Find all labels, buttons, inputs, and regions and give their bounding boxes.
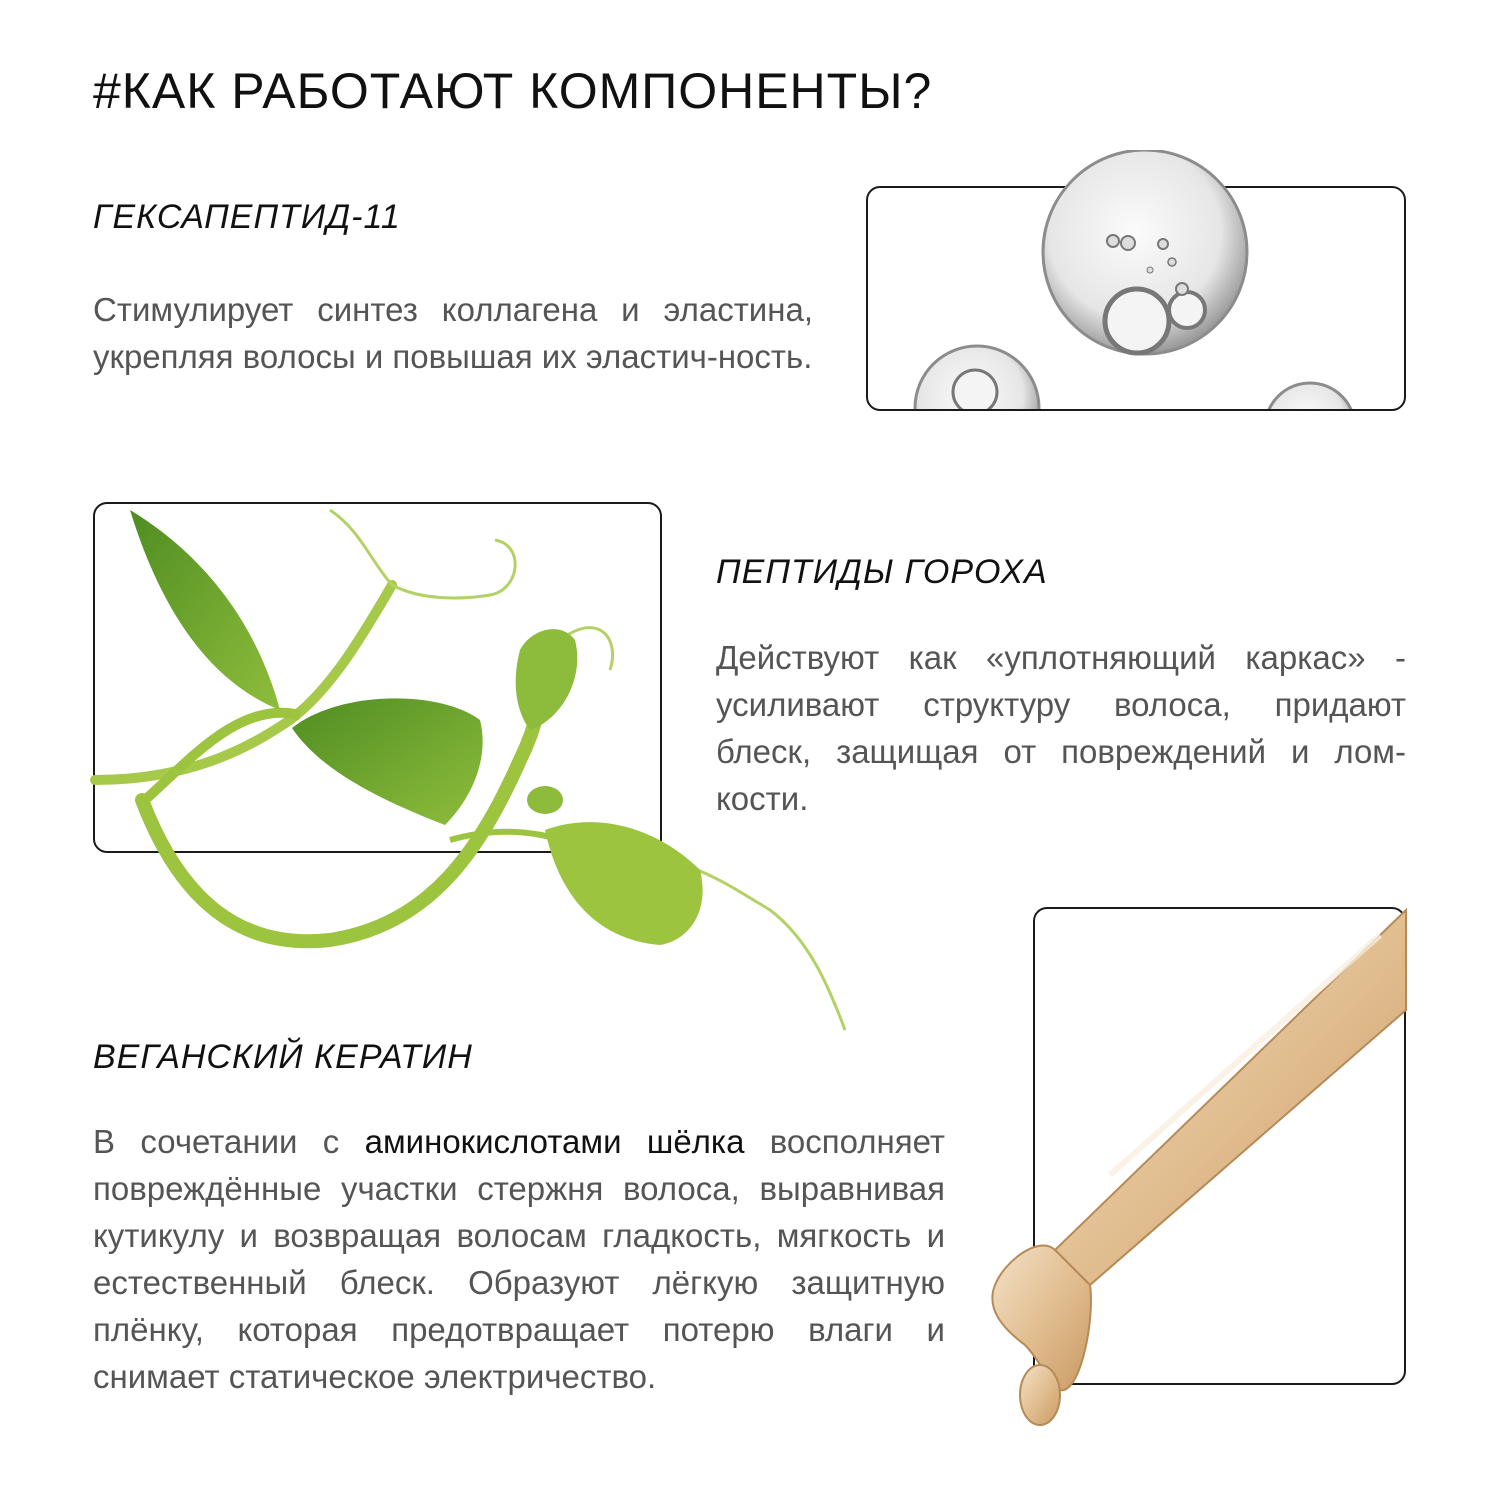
section-heading-pea-peptides: ПЕПТИДЫ ГОРОХА bbox=[716, 553, 1048, 591]
section-heading-vegan-keratin: ВЕГАНСКИЙ КЕРАТИН bbox=[93, 1038, 473, 1076]
pea-image-frame bbox=[93, 502, 662, 853]
section-text-pea-peptides: Действуют как «уплотняющий каркас» - усиливают структуру волоса, придают блеск, защищая от повреждений и лом-кости. bbox=[716, 639, 1406, 817]
section-text-vegan-keratin: В сочетании с аминокислотами шёлка восполняет повреждённые участки стержня волоса, выравнивая кутикулу и возвращая волосам гладкость, мягкость и естественный блеск. Образуют лёгкую защитную плёнку, которая предотвращает потерю влаги и снимает статическое электричество. bbox=[93, 1123, 946, 1395]
silk-amino-acids-emphasis: аминокислотами шёлка bbox=[364, 1123, 745, 1160]
dropper-image-frame bbox=[1033, 907, 1406, 1385]
section-heading-hexapeptide: ГЕКСАПЕПТИД-11 bbox=[93, 198, 401, 236]
section-text-hexapeptide: Стимулирует синтез коллагена и эластина, укрепляя волосы и повышая их эластич-ность. bbox=[93, 291, 813, 375]
bubbles-image-frame bbox=[866, 186, 1406, 411]
page-title: #КАК РАБОТАЮТ КОМПОНЕНТЫ? bbox=[93, 63, 933, 119]
